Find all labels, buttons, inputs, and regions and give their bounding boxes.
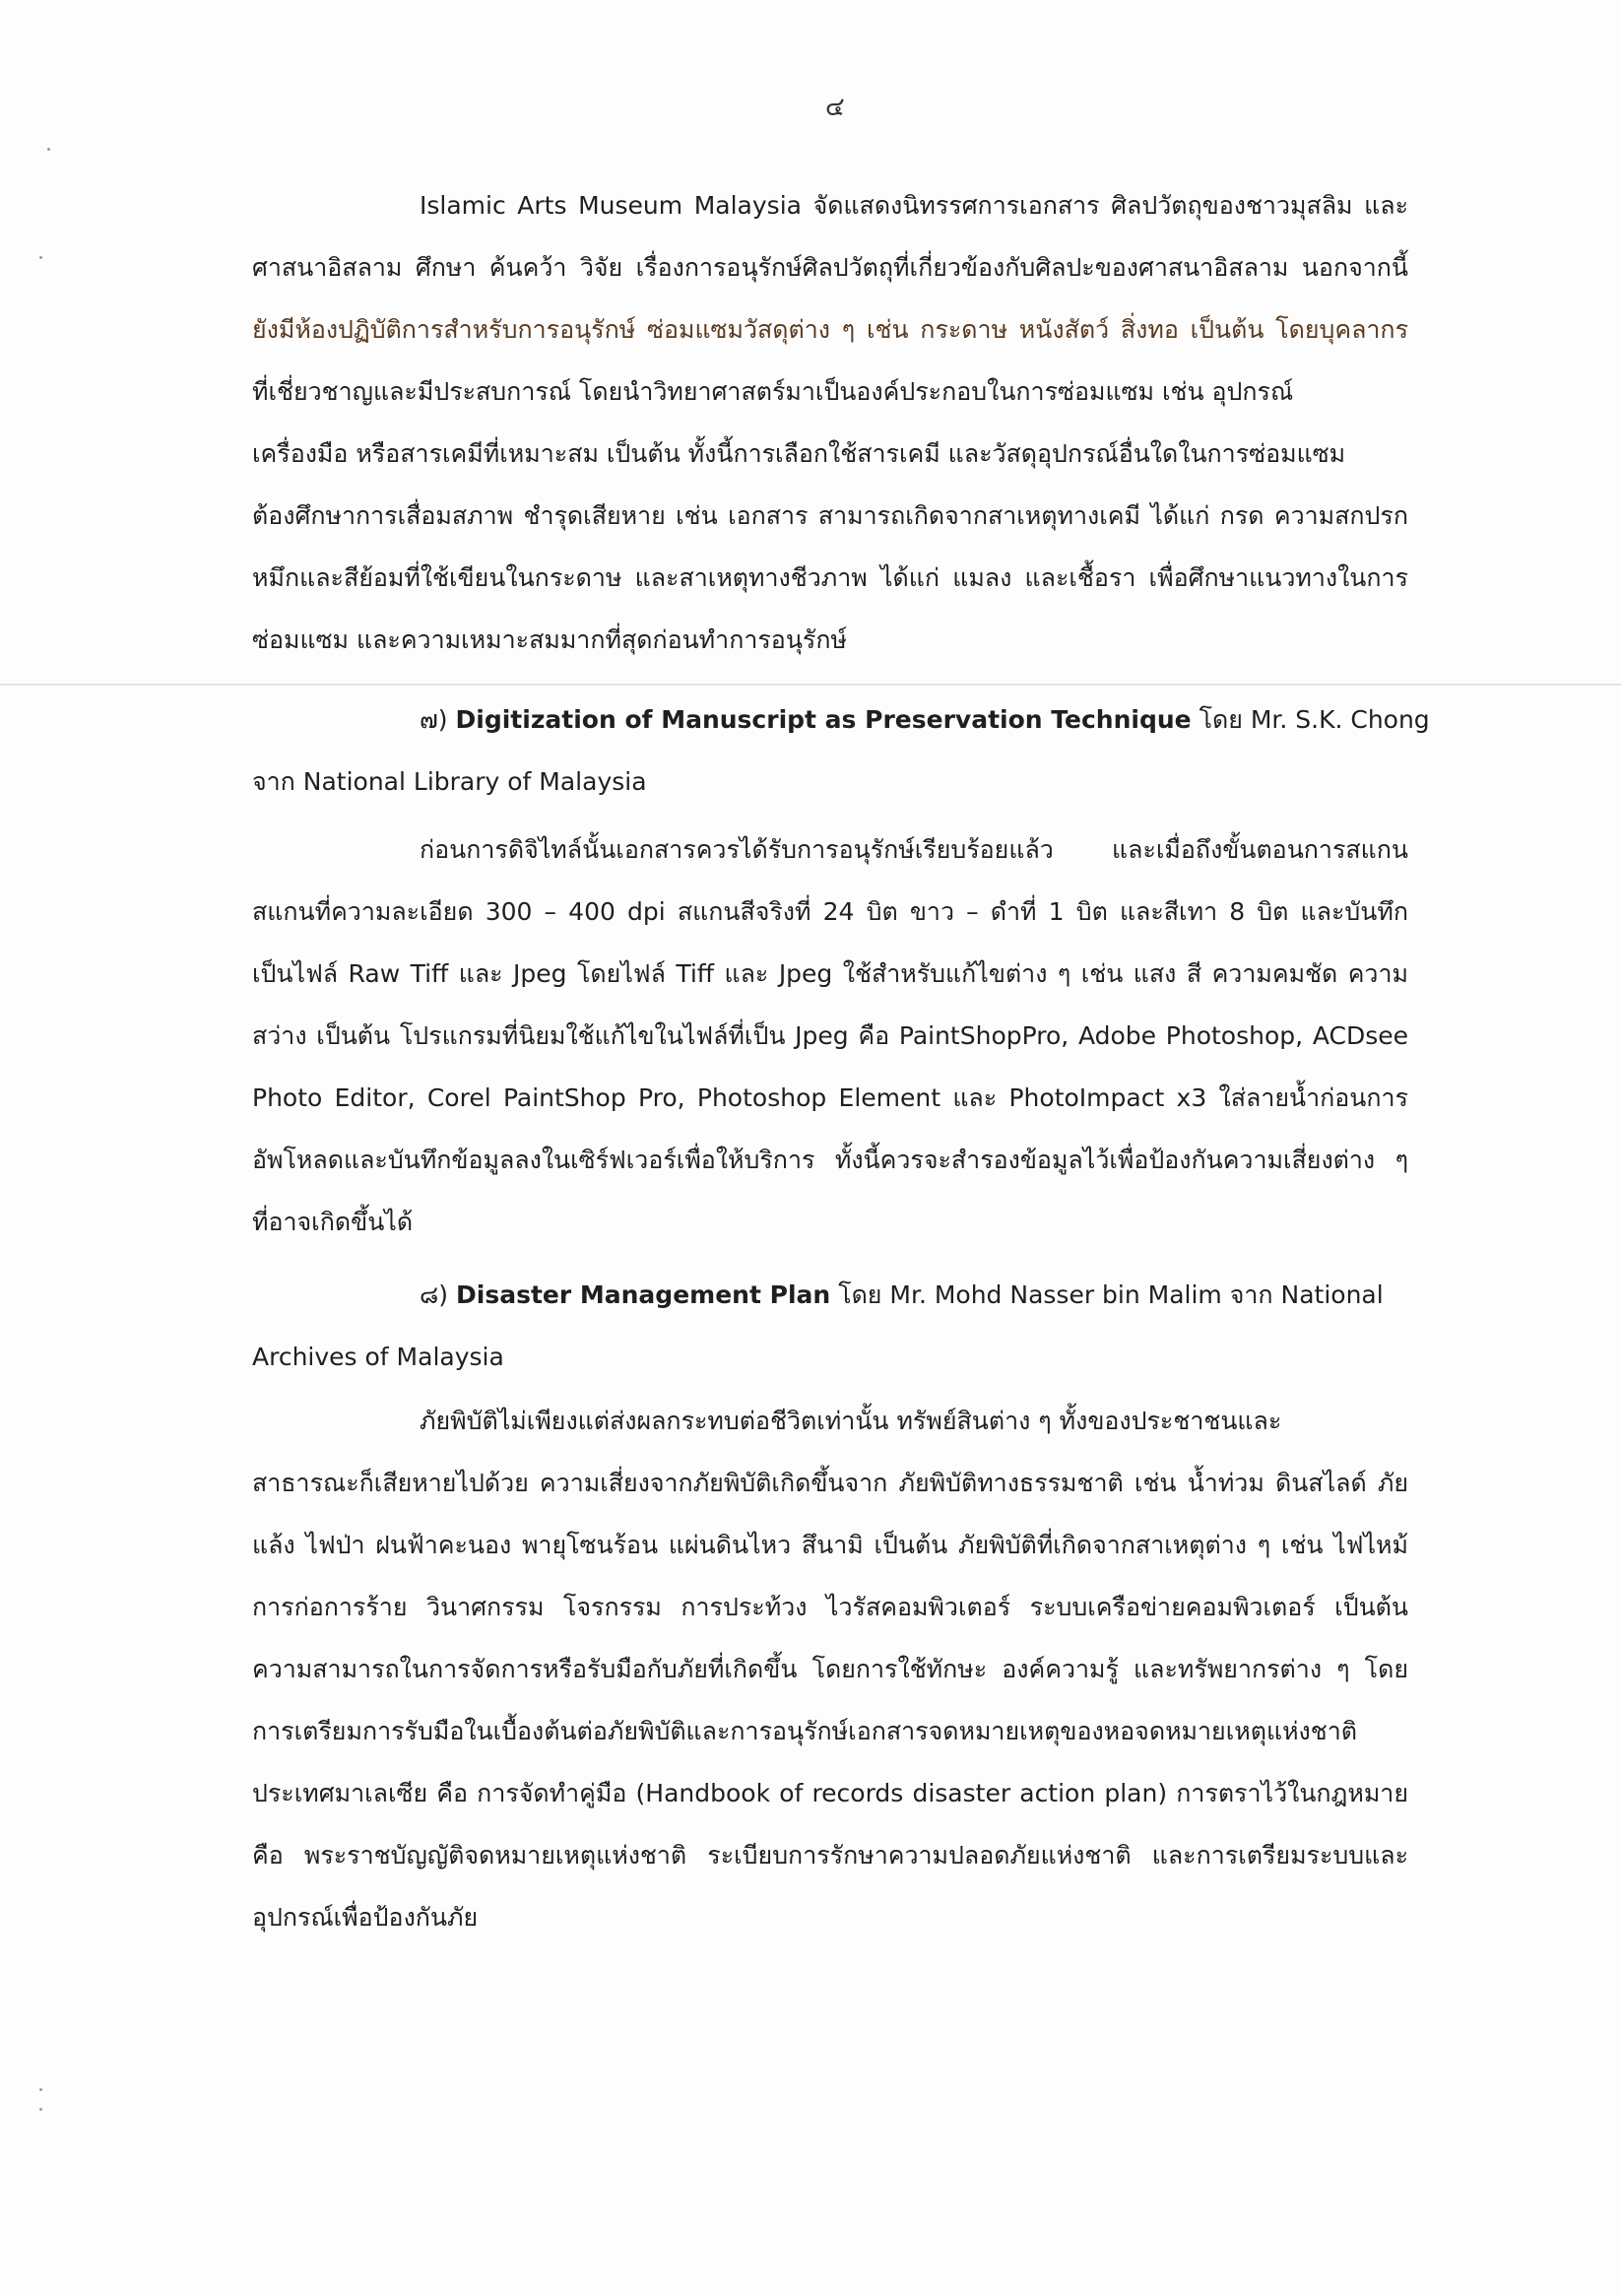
section-presenter: โดย Mr. S.K. Chong bbox=[1199, 705, 1430, 734]
text-line: อัพโหลดและบันทึกข้อมูลลงในเซิร์ฟเวอร์เพื่อให้บริการ ทั้งนี้ควรจะสำรองข้อมูลไว้เพื่อป้องกันความเสี่ยงต่าง ๆ bbox=[252, 1146, 1408, 1174]
text-line: เครื่องมือ หรือสารเคมีที่เหมาะสม เป็นต้น ทั้งนี้การเลือกใช้สารเคมี และวัสดุอุปกรณ์อื่นใดในการซ่อมแซม bbox=[252, 439, 1346, 468]
scan-speck bbox=[39, 2108, 42, 2111]
scan-speck bbox=[47, 148, 50, 151]
text-line: หมึกและสีย้อมที่ใช้เขียนในกระดาษ และสาเหตุทางชีวภาพ ได้แก่ แมลง และเชื้อรา เพื่อศึกษาแนวทางในการ bbox=[252, 563, 1408, 592]
paragraph-islamic-arts-museum bbox=[252, 174, 1408, 671]
text-line: ก่อนการดิจิไทล์นั้นเอกสารควรได้รับการอนุรักษ์เรียบร้อยแล้ว และเมื่อถึงขั้นตอนการสแกน bbox=[420, 835, 1408, 864]
text-line: ที่อาจเกิดขึ้นได้ bbox=[252, 1208, 414, 1236]
text-line: ศาสนาอิสลาม ศึกษา ค้นคว้า วิจัย เรื่องการอนุรักษ์ศิลปวัตถุที่เกี่ยวข้องกับศิลปะของศาสนาอิสลาม นอกจากนี้ bbox=[252, 253, 1408, 282]
text-line: แล้ง ไฟป่า ฝนฟ้าคะนอง พายุโซนร้อน แผ่นดินไหว สึนามิ เป็นต้น ภัยพิบัติที่เกิดจากสาเหตุต่าง ๆ เช่น ไฟไหม้ bbox=[252, 1531, 1408, 1559]
section-number: ๗) bbox=[420, 705, 448, 734]
section-source: จาก National Library of Malaysia bbox=[252, 767, 647, 796]
section-7 bbox=[252, 689, 1430, 1253]
section-body bbox=[252, 1390, 1408, 1948]
section-8 bbox=[252, 1264, 1408, 1948]
text-line: เป็นไฟล์ Raw Tiff และ Jpeg โดยไฟล์ Tiff และ Jpeg ใช้สำหรับแก้ไขต่าง ๆ เช่น แสง สี ความคมชัด ความ bbox=[252, 959, 1408, 988]
text-line: อุปกรณ์เพื่อป้องกันภัย bbox=[252, 1903, 479, 1932]
text-line: คือ พระราชบัญญัติจดหมายเหตุแห่งชาติ ระเบียบการรักษาความปลอดภัยแห่งชาติ และการเตรียมระบบและ bbox=[252, 1841, 1408, 1870]
section-heading bbox=[252, 1264, 1408, 1326]
page-number: ๔ bbox=[825, 93, 845, 122]
section-number: ๘) bbox=[420, 1280, 449, 1309]
text-line: สแกนที่ความละเอียด 300 – 400 dpi สแกนสีจริงที่ 24 บิต ขาว – ดำที่ 1 บิต และสีเทา 8 บิต และบันทึก bbox=[252, 897, 1408, 926]
text-line: ยังมีห้องปฏิบัติการสำหรับการอนุรักษ์ ซ่อมแซมวัสดุต่าง ๆ เช่น กระดาษ หนังสัตว์ สิ่งทอ เป็นต้น โดยบุคลากร bbox=[252, 315, 1408, 344]
text-line: ที่เชี่ยวชาญและมีประสบการณ์ โดยนำวิทยาศาสตร์มาเป็นองค์ประกอบในการซ่อมแซม เช่น อุปกรณ์ bbox=[252, 377, 1294, 406]
scan-speck bbox=[39, 2088, 42, 2091]
section-heading bbox=[252, 689, 1430, 751]
scan-artifact-line bbox=[0, 684, 1621, 686]
text-line: Photo Editor, Corel PaintShop Pro, Photoshop Element และ PhotoImpact x3 ใส่ลายน้ำก่อนการ bbox=[252, 1083, 1408, 1112]
text-line: ความสามารถในการจัดการหรือรับมือกับภัยที่เกิดขึ้น โดยการใช้ทักษะ องค์ความรู้ และทรัพยากรต่าง ๆ โดย bbox=[252, 1655, 1408, 1683]
text-line: Islamic Arts Museum Malaysia จัดแสดงนิทรรศการเอกสาร ศิลปวัตถุของชาวมุสลิม และ bbox=[420, 191, 1408, 220]
text-line: การก่อการร้าย วินาศกรรม โจรกรรม การประท้วง ไวรัสคอมพิวเตอร์ ระบบเครือข่ายคอมพิวเตอร์ เป็นต้น bbox=[252, 1593, 1408, 1621]
section-presenter: โดย Mr. Mohd Nasser bin Malim จาก National bbox=[838, 1280, 1384, 1309]
section-title: Digitization of Manuscript as Preservation Technique bbox=[455, 705, 1192, 734]
text-line: ซ่อมแซม และความเหมาะสมมากที่สุดก่อนทำการอนุรักษ์ bbox=[252, 625, 847, 654]
section-title: Disaster Management Plan bbox=[456, 1280, 831, 1309]
text-line: การเตรียมการรับมือในเบื้องต้นต่อภัยพิบัติและการอนุรักษ์เอกสารจดหมายเหตุของหอจดหมายเหตุแห่งชาติ bbox=[252, 1717, 1358, 1745]
section-body bbox=[252, 819, 1408, 1253]
text-line: ต้องศึกษาการเสื่อมสภาพ ชำรุดเสียหาย เช่น เอกสาร สามารถเกิดจากสาเหตุทางเคมี ได้แก่ กรด ความสกปรก bbox=[252, 501, 1408, 530]
text-line: สว่าง เป็นต้น โปรแกรมที่นิยมใช้แก้ไขในไฟล์ที่เป็น Jpeg คือ PaintShopPro, Adobe Photoshop, ACDsee bbox=[252, 1021, 1408, 1050]
text-line: สาธารณะก็เสียหายไปด้วย ความเสี่ยงจากภัยพิบัติเกิดขึ้นจาก ภัยพิบัติทางธรรมชาติ เช่น น้ำท่วม ดินสไลด์ ภัย bbox=[252, 1469, 1408, 1497]
section-source: Archives of Malaysia bbox=[252, 1343, 504, 1371]
text-line: ภัยพิบัติไม่เพียงแต่ส่งผลกระทบต่อชีวิตเท่านั้น ทรัพย์สินต่าง ๆ ทั้งของประชาชนและ bbox=[420, 1407, 1282, 1435]
scan-speck bbox=[39, 256, 42, 259]
text-line: ประเทศมาเลเซีย คือ การจัดทำคู่มือ (Handbook of records disaster action plan) การตราไว้ในกฎหมาย bbox=[252, 1779, 1408, 1807]
